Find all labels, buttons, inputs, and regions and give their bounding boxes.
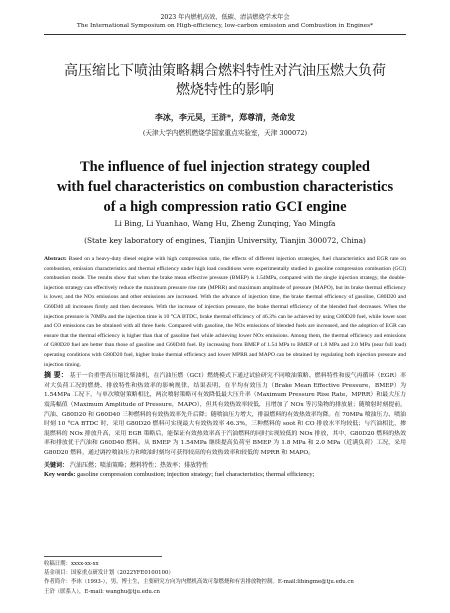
footnote-received: 收稿日期：xxxx-xx-xx	[44, 561, 99, 567]
cn-keywords	[44, 460, 406, 469]
footnotes	[44, 560, 410, 597]
footnote-contact: 王浒（联系人），E-mail: wanghu@tju.edu.cn	[44, 588, 161, 595]
cn-keywords-body: 汽油压燃；喷油策略；燃料特性；热效率；排放特性	[69, 462, 208, 470]
en-title-line-3: of a high compression ratio GCI engine	[103, 199, 347, 215]
cn-title-line-2: 燃烧特性的影响	[176, 82, 274, 98]
running-header	[44, 0, 406, 31]
header-line-en: The International Symposium on High-efficiency, low-carbon emission and Combustion in Engines*	[76, 23, 374, 29]
header-line-cn: 2023 年内燃机高效、低碳、清洁燃烧学术年会	[160, 14, 290, 21]
en-abstract	[44, 255, 406, 370]
cn-abstract-body: 基于一台重型高压缩比柴油机，在汽油压燃（GCI）燃烧模式下通过试验研究不同喷油策略、燃料特性和废气再循环（EGR）率对大负荷工况的燃烧、排放特性和热效率的影响规律，结果表明，在平均有效压力（Brake Mean Effective Pressure，BMEP）为 1.54MPa 工况下，与单次喷射策略相比，两次喷射策略可有效降低最大压升率（Maximum Pressure Rise Rate，MPRR）和最大压力震荡幅值（Maximum Amplitude of Pressure，MAPO），但其有效热效率较低，且增加了 NOx 等污染物的排放量；随喷射时刻提前，汽油、G80D20 和 G60D40 三种燃料的有效热效率先升后降；随喷油压力增大，排温燃料的有效热效率均降。在 70MPa 喷油压力、喷油时刻 10 °CA BTDC 时，采用 G80D20 燃料可实现最大有效热效率 46.3%，三种燃料的 soot 和 CO 排放水平均较低；与汽油相比，掺混燃料的 NOx 排放升高，采用 EGR 策略后，能保证有效热效率高于汽油燃料的同时实现较低的 NOx 排放，其中，G80D20 燃料的热效率和排放优于汽油和 G60D40 燃料。从 BMEP 为 1.54MPa 继续提高负荷至 BMEP 为 1.8 MPa 和 2.0 MPa（近满负荷）工况，采用 G80D20 燃料，通过调控喷油压力和喷油时刻均可获得较高的有效热效率和较低的 MPRR 和 MAPO。	[44, 373, 406, 456]
en-abstract-heading: Abstract:	[44, 256, 67, 262]
en-title	[44, 157, 406, 217]
cn-title	[44, 62, 406, 100]
en-affiliation: (State key laboratory of engines, Tianjin University, Tianjin 300072, China)	[84, 236, 366, 245]
footnote-author-bio: 作者简介：李冰（1993-），男，博士生，主要研究方向为内燃机高效可靠燃烧和有害排放物控制。E-mail:libingme@tju.edu.cn	[44, 579, 354, 586]
cn-keywords-heading: 关键词：	[44, 462, 69, 470]
header-rule	[44, 34, 406, 35]
en-title-line-2: with fuel characteristics on combustion characteristics	[56, 179, 394, 195]
en-authors: Li Bing, Li Yuanhao, Wang Hu, Zheng Zunqing, Yao Mingfa	[114, 219, 336, 228]
cn-affiliation: (天津大学内燃机燃烧学国家重点实验室，天津 300072)	[142, 129, 308, 137]
en-title-line-1: The influence of fuel injection strategy coupled	[80, 159, 370, 175]
cn-abstract	[44, 370, 406, 458]
cn-title-line-1: 高压缩比下喷油策略耦合燃料特性对汽油压燃大负荷	[64, 63, 386, 79]
footnote-funding: 基金项目：国家重点研发计划（2022YFE0100100）	[44, 570, 174, 577]
en-abstract-body: Based on a heavy-duty diesel engine with high compression ratio, the effects of different injection strategies, fuel characteristics and EGR rate on combustion, emission characteristics and thermal efficiency under high load conditions were experimentally studied in gasoline compression combustion (GCI) combustion mode. The results show that when the brake mean effective pressure (BMEP) is 1.54MPa, compared with the single injection strategy, the double-injection strategy can effectively reduce the maximum pressure rise rate (MPRR) and maximum amplitude of pressure (MAPO), but its brake thermal efficiency is lower, and the NOx emissions and other emissions are increased. With the advance of injection time, the brake thermal efficiency of gasoline, G80D20 and G60D40 all increases firstly and then decreases. With the increase of injection pressure, the brake thermal efficiency of the blended fuel decreases. When the injection pressure is 70MPa and the injection time is 10 °CA BTDC, brake thermal efficiency of 46.3% can be achieved by using G80D20 fuel, while lower soot and CO emissions can be obtained with all three fuels. Compared with gasoline, the NOx emissions of blended fuels are increased, and the adoption of EGR can ensure that the thermal efficiency is higher than that of gasoline fuel while achieving lower NOx emissions. Among them, the thermal efficiency and emissions of G80D20 fuel are better than those of gasoline and G60D40 fuel. By increasing from BMEP of 1.54 MPa to BMEP of 1.8 MPa and 2.0 MPa (near full load) operating conditions with G80D20 fuel, higher brake thermal efficiency and lower MPRR and MAPO can be obtained by regulating both injection pressure and injection timing.	[44, 256, 406, 368]
en-keywords-heading: Key words:	[44, 471, 76, 479]
en-keywords	[44, 471, 406, 478]
en-keywords-body: gasoline compression combustion; injection strategy; fuel characteristics; thermal efficiency;	[77, 471, 315, 479]
cn-authors: 李冰，李元昊，王浒*，郑尊清，尧命发	[154, 112, 296, 122]
cn-abstract-heading: 摘 要：	[44, 370, 68, 380]
footnote-rule	[44, 556, 162, 557]
